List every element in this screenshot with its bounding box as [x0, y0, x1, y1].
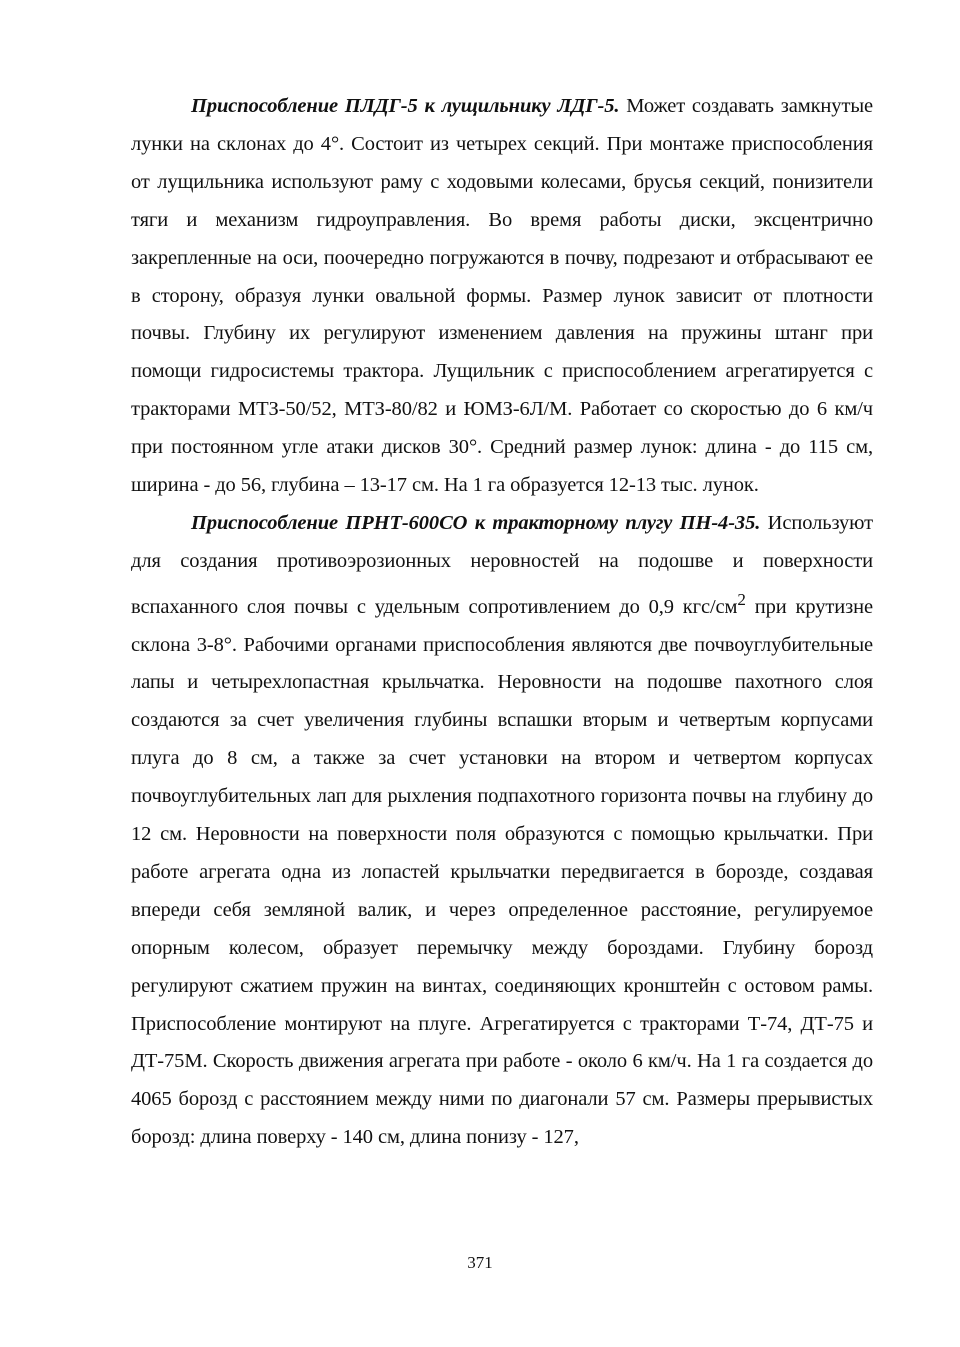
paragraph-body-prnt600so-part2: при крутизне склона 3-8°. Рабочими органами приспособления являются две почвоуглубительные лапы и четырехлопастная крыльчатка. Неровности на подошве пахотного слоя создаются за счет увеличения глубины вспашки вторым и четвертым корпусами плуга до 8 см, а также за счет установки на втором и четвертом корпусах почвоуглубительных лап для рыхления подпахотного горизонта почвы на глубину до 12 см. Неровности на поверхности поля образуются с помощью крыльчатки. При работе агрегата одна из лопастей крыльчатки передвигается в борозде, создавая впереди себя земляной валик, и через определенное расстояние, регулируемое опорным колесом, образует перемычку между бороздами. Глубину борозд регулируют сжатием пружин на винтах, соединяющих кронштейн с остовом рамы. Приспособление монтируют на плуге. Агрегатируется с тракторами Т-74, ДТ-75 и ДТ-75М. Скорость движения агрегата при работе - около 6 км/ч. На 1 га создается до 4065 борозд с расстоянием между ними по диагонали 57 см. Размеры прерывистых борозд: длина поверху - 140 см, длина понизу - 127, — [131, 595, 873, 1149]
paragraph-body-pldg5: Может создавать замкнутые лунки на склонах до 4°. Состоит из четырех секций. При монтаже приспособления от лущильника используют раму с ходовыми колесами, брусья секций, понизители тяги и механизм гидроуправления. Во время работы диски, эксцентрично закрепленные на оси, поочередно погружаются в почву, подрезают и отбрасывают ее в сторону, образуя лунки овальной формы. Размер лунок зависит от плотности почвы. Глубину их регулируют изменением давления на пружины штанг при помощи гидросистемы трактора. Лущильник с приспособлением агрегатируется с тракторами МТЗ-50/52, МТЗ-80/82 и ЮМЗ-6Л/М. Работает со скоростью до 6 км/ч при постоянном угле атаки дисков 30°. Средний размер лунок: длина - до 115 см, ширина - до 56, глубина – 13-17 см. На 1 га образуется 12-13 тыс. лунок. — [131, 95, 873, 497]
paragraph-heading-prnt600so: Приспособление ПРНТ-600СО к тракторному плугу ПН-4-35. — [191, 511, 761, 534]
page-number: 371 — [467, 1253, 493, 1272]
paragraph-prnt600so — [131, 505, 873, 1157]
superscript-unit: 2 — [737, 589, 746, 609]
document-page — [131, 88, 873, 1157]
paragraph-body-prnt600so-part1: Используют для создания противоэрозионных неровностей на подошве и поверхности вспаханного слоя почвы с удельным сопротивлением до 0,9 кгс/см — [131, 511, 873, 618]
paragraph-pldg5 — [131, 88, 873, 505]
paragraph-heading-pldg5: Приспособление ПЛДГ-5 к лущильнику ЛДГ-5. — [191, 95, 620, 117]
